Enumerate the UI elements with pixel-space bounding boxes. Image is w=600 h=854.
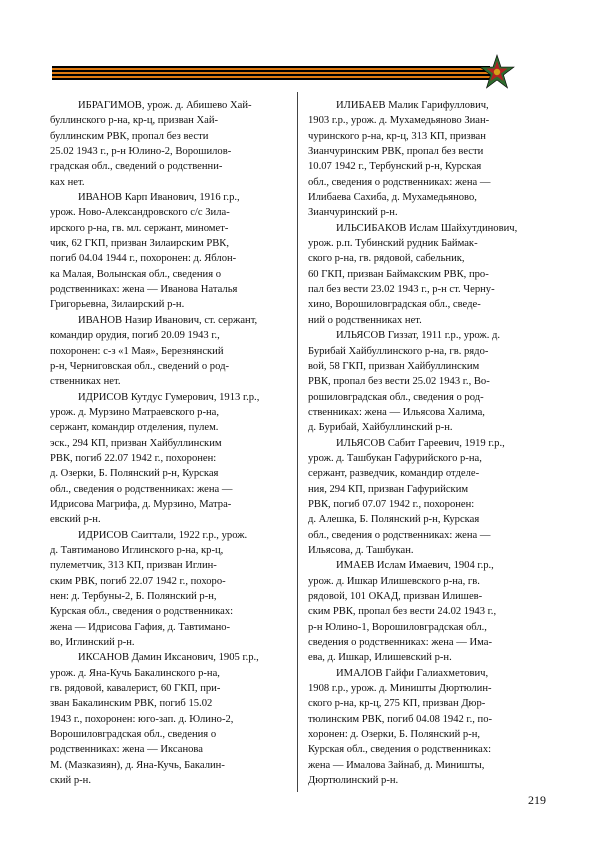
- entry-line: урож. д. Мурзино Матраевского р-на,: [50, 406, 220, 418]
- entry-line: чик, 62 ГКП, призван Зилаирским РВК,: [50, 238, 229, 250]
- entry-line: ский р-н.: [50, 775, 91, 787]
- entry-line: Бурибай Хайбуллинского р-на, гв. рядо-: [308, 345, 489, 357]
- left-column: [50, 98, 286, 788]
- entry-line: р-н, Черниговская обл., сведений о род-: [50, 360, 230, 372]
- entry-line: буллинского р-на, кр-ц, призван Хай-: [50, 115, 219, 127]
- entry-line: урож. д. Ташбукан Гафурийского р-на,: [308, 452, 482, 464]
- list-item: [50, 528, 286, 651]
- entry-line: родственниках: жена — Иванова Наталья: [50, 284, 238, 296]
- entry-line: во, Иглинский р-н.: [50, 637, 135, 649]
- entry-line: нен: д. Тербуны-2, Б. Полянский р-н,: [50, 591, 217, 602]
- entry-line: ИДРИСОВ Кутдус Гумерович, 1913 г.р.,: [78, 391, 260, 403]
- list-item: [308, 436, 550, 559]
- list-item: [50, 190, 286, 313]
- entry-line: похоронен: с-з «1 Мая», Березнянский: [50, 345, 224, 357]
- list-item: [308, 666, 550, 789]
- list-item: [308, 98, 550, 221]
- entry-line: ирского р-на, гв. мл. сержант, миномет-: [50, 222, 229, 234]
- entry-line: зван Бакалинским РВК, погиб 15.02: [50, 698, 213, 710]
- entry-line: ИЛЬЯСОВ Гиззат, 1911 г.р., урож. д.: [336, 330, 501, 342]
- list-item: [308, 328, 550, 435]
- entry-line: Ильясова, д. Ташбукан.: [308, 544, 414, 556]
- entry-line: ния, 294 КП, призван Гафурийским: [308, 483, 469, 495]
- entry-line: Курская обл., сведения о родственниках:: [308, 744, 492, 756]
- entry-line: обл., сведения о родственниках: жена —: [308, 176, 491, 188]
- entry-line: гв. рядовой, кавалерист, 60 ГКП, при-: [50, 683, 221, 695]
- entry-line: ИЛИБАЕВ Малик Гарифуллович,: [336, 100, 489, 111]
- entry-line: 1903 г.р., урож. д. Мухамедьяново Зиан-: [308, 115, 490, 127]
- entry-line: ИЛЬЯСОВ Сабит Гареевич, 1919 г.р.,: [336, 437, 505, 449]
- entry-line: рошиловградская обл., сведения о род-: [308, 391, 484, 403]
- entry-line: РВК, погиб 22.07 1942 г., похоронен:: [50, 452, 217, 464]
- entry-line: Идрисова Магрифа, д. Мурзино, Матра-: [50, 498, 232, 510]
- entry-line: ка Малая, Волынская обл., сведения о: [50, 268, 222, 280]
- entry-line: урож. р.п. Тубинский рудник Баймак-: [308, 238, 478, 250]
- entry-line: ках нет.: [50, 176, 85, 188]
- entry-line: ИКСАНОВ Дамин Иксанович, 1905 г.р.,: [78, 652, 259, 664]
- list-item: [50, 650, 286, 788]
- entry-line: ского р-на, кр-ц, 275 КП, призван Дюр-: [308, 698, 486, 710]
- entry-line: сержант, разведчик, командир отделе-: [308, 468, 480, 480]
- list-item: [308, 221, 550, 328]
- entry-line: ИМАЛОВ Гайфи Галиахметович,: [336, 667, 489, 679]
- entry-line: обл., сведения о родственниках: жена —: [308, 529, 491, 541]
- entry-line: пулеметчик, 313 КП, призван Иглин-: [50, 560, 217, 572]
- entry-line: Зианчуринским РВК, пропал без вести: [308, 146, 484, 158]
- entry-line: градская обл., сведений о родственни-: [50, 161, 223, 173]
- entry-line: ИВАНОВ Назир Иванович, ст. сержант,: [78, 314, 258, 326]
- entry-line: чуринского р-на, кр-ц, 313 КП, призван: [308, 130, 486, 142]
- entry-line: 1943 г., похоронен: юго-зап. д. Юлино-2,: [50, 713, 234, 725]
- entry-line: вой, 58 ГКП, призван Хайбуллинским: [308, 360, 480, 372]
- entry-line: Илибаева Сахиба, д. Мухамедьяново,: [308, 192, 477, 204]
- entry-line: сведения о родственниках: жена — Има-: [308, 637, 492, 649]
- entry-line: рядовой, 101 ОКАД, призван Илишев-: [308, 591, 483, 602]
- entry-line: ИЛЬСИБАКОВ Ислам Шайхутдинович,: [336, 222, 518, 234]
- entry-line: родственниках: жена — Иксанова: [50, 744, 203, 756]
- entry-line: пал без вести 23.02 1943 г., р-н ст. Черну-: [308, 284, 495, 296]
- entry-line: Курская обл., сведения о родственниках:: [50, 606, 234, 618]
- list-item: [50, 313, 286, 390]
- entry-line: погиб 04.04 1944 г., похоронен: д. Яблон-: [50, 253, 237, 265]
- entry-line: д. Озерки, Б. Полянский р-н, Курская: [50, 468, 219, 480]
- entry-line: ственниках нет.: [50, 376, 121, 388]
- entry-line: РВК, погиб 07.07 1942 г., похоронен:: [308, 498, 475, 510]
- entry-line: буллинским РВК, пропал без вести: [50, 130, 209, 142]
- entry-line: ИМАЕВ Ислам Имаевич, 1904 г.р.,: [336, 560, 494, 572]
- entry-line: ским РВК, погиб 22.07 1942 г., похоро-: [50, 575, 226, 587]
- entry-line: М. (Мазказиян), д. Яна-Кучь, Бакалин-: [50, 759, 225, 771]
- column-divider: [297, 92, 298, 792]
- entry-line: РВК, пропал без вести 25.02 1943 г., Во-: [308, 376, 490, 388]
- entry-line: эск., 294 КП, призван Хайбуллинским: [50, 437, 222, 449]
- entry-line: ний о родственниках нет.: [308, 314, 422, 326]
- entry-line: жена — Ималова Зайнаб, д. Миништы,: [308, 759, 485, 771]
- right-column: [308, 98, 550, 788]
- list-item: [50, 390, 286, 528]
- entry-line: командир орудия, погиб 20.09 1943 г.,: [50, 330, 220, 342]
- entry-line: 60 ГКП, призван Баймакским РВК, про-: [308, 268, 489, 280]
- entry-line: д. Алешка, Б. Полянский р-н, Курская: [308, 514, 480, 526]
- entry-line: 25.02 1943 г., р-н Юлино-2, Ворошилов-: [50, 146, 232, 158]
- entry-line: ственниках: жена — Ильясова Халима,: [308, 406, 485, 418]
- entry-line: ИБРАГИМОВ, урож. д. Абишево Хай-: [78, 100, 252, 111]
- entry-line: Григорьевна, Зилаирский р-н.: [50, 299, 185, 311]
- order-star-icon: [479, 54, 515, 90]
- entry-line: хино, Ворошиловградская обл., сведе-: [308, 299, 481, 311]
- entry-line: ским РВК, пропал без вести 24.02 1943 г.,: [308, 606, 497, 618]
- entry-line: тюлинским РВК, погиб 04.08 1942 г., по-: [308, 713, 493, 725]
- entry-line: урож. д. Яна-Кучь Бакалинского р-на,: [50, 667, 220, 679]
- entry-line: 10.07 1942 г., Тербунский р-н, Курская: [308, 161, 482, 173]
- entry-line: ИДРИСОВ Саиттали, 1922 г.р., урож.: [78, 529, 248, 541]
- st-george-ribbon: [52, 66, 490, 80]
- entry-line: хоронен: д. Озерки, Б. Полянский р-н,: [308, 729, 481, 741]
- list-item: [308, 558, 550, 665]
- entry-line: урож. д. Ишкар Илишевского р-на, гв.: [308, 575, 480, 587]
- entry-line: Зианчуринский р-н.: [308, 207, 398, 219]
- entry-line: ского р-на, гв. рядовой, сабельник,: [308, 253, 465, 265]
- entry-line: д. Бурибай, Хайбуллинский р-н.: [308, 422, 453, 434]
- list-item: [50, 98, 286, 190]
- entry-line: урож. Ново-Александровского с/с Зила-: [50, 207, 230, 219]
- entry-line: ева, д. Ишкар, Илишевский р-н.: [308, 652, 452, 664]
- entry-line: ИВАНОВ Карп Иванович, 1916 г.р.,: [78, 192, 240, 204]
- page-number: 219: [528, 793, 546, 807]
- entry-line: д. Тавтиманово Иглинского р-на, кр-ц,: [50, 544, 224, 556]
- entry-line: 1908 г.р., урож. д. Миништы Дюртюлин-: [308, 683, 492, 695]
- entry-line: р-н Юлино-1, Ворошиловградская обл.,: [308, 621, 487, 633]
- entry-line: жена — Идрисова Гафия, д. Тавтимано-: [50, 621, 231, 633]
- entry-line: Дюртюлинский р-н.: [308, 775, 399, 787]
- entry-line: Ворошиловградская обл., сведения о: [50, 729, 217, 741]
- entry-line: сержант, командир отделения, пулем.: [50, 422, 219, 434]
- entry-line: евский р-н.: [50, 514, 101, 526]
- entry-line: обл., сведения о родственниках: жена —: [50, 483, 233, 495]
